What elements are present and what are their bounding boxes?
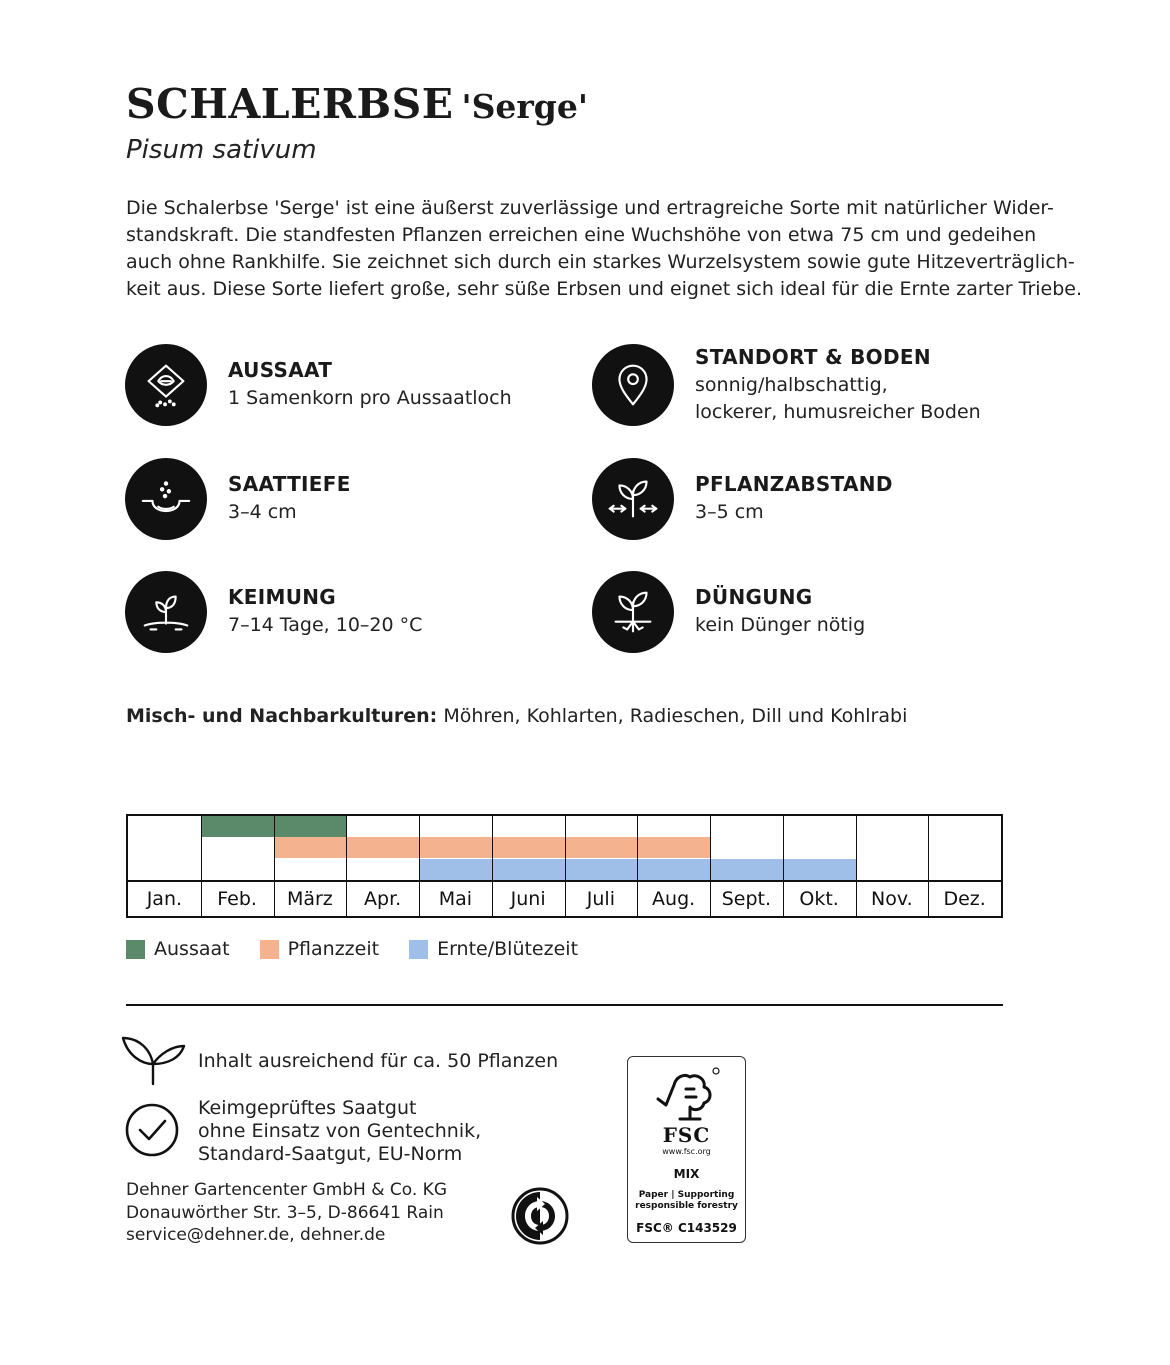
legend-swatch: [126, 940, 145, 959]
fsc-name: FSC: [662, 1123, 711, 1147]
month-divider: [201, 816, 202, 916]
location-pin-icon: [592, 344, 674, 426]
sprout-icon: [125, 571, 207, 653]
month-label-märz: März: [286, 888, 333, 910]
month-label-sept: Sept.: [721, 888, 772, 910]
month-label-feb: Feb.: [217, 888, 257, 910]
standort-value-line1: sonnig/halbschattig,: [695, 373, 888, 396]
description-line: auch ohne Rankhilfe. Sie zeichnet sich durch ein starkes Wurzelsystem sowie gute Hitzeverträglich-: [126, 251, 1075, 273]
month-divider: [637, 816, 638, 916]
sowing-depth-icon: [125, 458, 207, 540]
month-label-mai: Mai: [438, 888, 473, 910]
leaves-icon: [120, 1034, 186, 1090]
bar-aussaat-märz: [274, 816, 347, 837]
legend-item-ernte-blütezeit: [409, 938, 578, 960]
fsc-paper-line: responsible forestry: [635, 1201, 738, 1211]
divider: [126, 1004, 1003, 1006]
duengung-value: kein Dünger nötig: [695, 614, 866, 636]
sowing-calendar: [126, 814, 1003, 918]
info-saattiefe: [125, 458, 351, 540]
month-divider: [928, 816, 929, 916]
description-line: standskraft. Die standfesten Pflanzen erreichen eine Wuchshöhe von etwa 75 cm und gedeihen: [126, 224, 1037, 246]
bar-ernte-blütezeit-aug: [637, 859, 710, 880]
company-address: [126, 1179, 447, 1247]
bar-ernte-blütezeit-okt: [783, 859, 856, 880]
month-divider: [346, 816, 347, 916]
bar-pflanzzeit-juli: [565, 837, 638, 858]
fsc-mix: MIX: [673, 1167, 700, 1181]
legend-item-pflanzzeit: [260, 938, 379, 960]
companion-plants: [126, 705, 907, 727]
info-pflanzabstand: [592, 458, 893, 540]
month-divider: [492, 816, 493, 916]
bar-pflanzzeit-mai: [419, 837, 492, 858]
month-label-apr: Apr.: [364, 888, 402, 910]
bar-aussaat-feb: [201, 816, 274, 837]
bar-ernte-blütezeit-sept: [710, 859, 783, 880]
month-divider: [783, 816, 784, 916]
fsc-code: FSC® C143529: [636, 1221, 737, 1235]
bar-ernte-blütezeit-mai: [419, 859, 492, 880]
legend-label: Aussaat: [154, 938, 230, 960]
standort-value-line2: lockerer, humusreicher Boden: [695, 400, 981, 423]
quality-text: [198, 1097, 481, 1166]
fsc-label: [627, 1056, 746, 1243]
legend-swatch: [260, 940, 279, 959]
bar-pflanzzeit-apr: [346, 837, 419, 858]
standort-label: STANDORT & BODEN: [695, 344, 931, 369]
bar-pflanzzeit-juni: [492, 837, 565, 858]
month-divider: [419, 816, 420, 916]
info-aussaat: [125, 344, 512, 426]
companion-value: Möhren, Kohlarten, Radieschen, Dill und Kohlrabi: [443, 705, 908, 727]
aussaat-value: 1 Samenkorn pro Aussaatloch: [228, 387, 512, 409]
info-keimung: [125, 571, 422, 653]
address-line: service@dehner.de, dehner.de: [126, 1225, 386, 1245]
fsc-url: www.fsc.org: [662, 1147, 711, 1156]
pflanzabstand-label: PFLANZABSTAND: [695, 472, 893, 496]
fsc-paper-line: Paper | Supporting: [638, 1190, 735, 1200]
quality-line: ohne Einsatz von Gentechnik,: [198, 1120, 482, 1142]
month-label-aug: Aug.: [652, 888, 696, 910]
month-label-jan: Jan.: [146, 888, 183, 910]
month-divider: [856, 816, 857, 916]
quality-line: Standard-Saatgut, EU-Norm: [198, 1143, 463, 1165]
latin-name: Pisum sativum: [126, 135, 317, 165]
plant-roots-icon: [592, 571, 674, 653]
legend-swatch: [409, 940, 428, 959]
bar-ernte-blütezeit-juli: [565, 859, 638, 880]
month-label-dez: Dez.: [943, 888, 986, 910]
product-title: [126, 80, 588, 128]
description-line: Die Schalerbse 'Serge' ist eine äußerst zuverlässige und ertragreiche Sorte mit natürlicher Wider-: [126, 197, 1054, 219]
month-label-okt: Okt.: [799, 888, 839, 910]
info-duengung: [592, 571, 865, 653]
month-divider: [710, 816, 711, 916]
month-label-juli: Juli: [586, 888, 615, 910]
month-divider: [565, 816, 566, 916]
calendar-legend: [126, 938, 608, 960]
keimung-label: KEIMUNG: [228, 585, 336, 609]
fsc-paper: [628, 1190, 745, 1212]
address-line: Dehner Gartencenter GmbH & Co. KG: [126, 1180, 447, 1200]
month-divider: [274, 816, 275, 916]
month-label-nov: Nov.: [871, 888, 913, 910]
legend-label: Pflanzzeit: [287, 938, 380, 960]
keimung-value: 7–14 Tage, 10–20 °C: [228, 614, 423, 636]
variety-name: 'Serge': [461, 87, 588, 126]
companion-label: Misch- und Nachbarkulturen:: [126, 705, 438, 727]
saattiefe-label: SAATTIEFE: [228, 472, 351, 496]
duengung-label: DÜNGUNG: [695, 585, 813, 609]
plants-count-text: Inhalt ausreichend für ca. 50 Pflanzen: [198, 1050, 559, 1072]
bar-ernte-blütezeit-juni: [492, 859, 565, 880]
seed-packet-icon: [125, 344, 207, 426]
pflanzabstand-value: 3–5 cm: [695, 501, 764, 523]
month-label-juni: Juni: [510, 888, 546, 910]
quality-line: Keimgeprüftes Saatgut: [198, 1097, 417, 1119]
plant-spacing-icon: [592, 458, 674, 540]
legend-item-aussaat: [126, 938, 230, 960]
address-line: Donauwörther Str. 3–5, D-86641 Rain: [126, 1202, 444, 1223]
green-dot-icon: [511, 1187, 569, 1249]
description-line: keit aus. Diese Sorte liefert große, sehr süße Erbsen und eignet sich ideal für die Ernte zarter Triebe.: [126, 278, 1083, 300]
bar-pflanzzeit-märz: [274, 837, 347, 858]
checkmark-circle-icon: [124, 1102, 180, 1162]
aussaat-label: AUSSAAT: [228, 358, 333, 382]
fsc-tree-icon: [650, 1065, 726, 1129]
description: [126, 195, 1083, 303]
saattiefe-value: 3–4 cm: [228, 501, 297, 523]
legend-label: Ernte/Blütezeit: [437, 938, 579, 960]
product-name: SCHALERBSE: [126, 80, 454, 128]
info-standort: [592, 344, 981, 426]
bar-pflanzzeit-aug: [637, 837, 710, 858]
